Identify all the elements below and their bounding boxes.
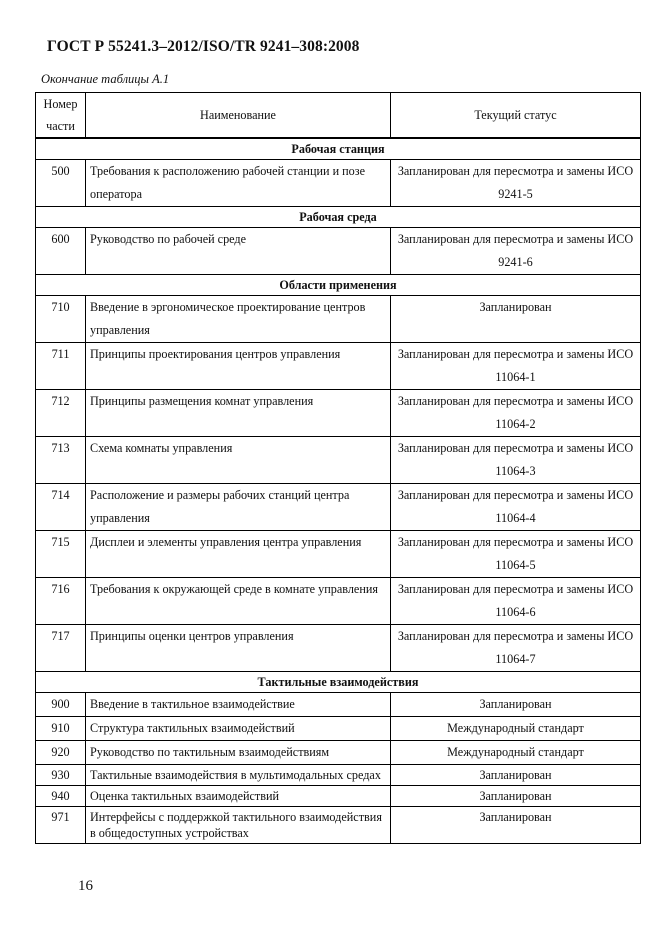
table-row	[36, 531, 641, 578]
status-cell: Запланирован для пересмотра и замены ИСО 11064-5	[391, 531, 641, 578]
part-name-cell: Требования к расположению рабочей станции и позе оператора	[86, 160, 391, 207]
table-header-row	[36, 93, 641, 139]
part-name-cell: Расположение и размеры рабочих станций центра управления	[86, 484, 391, 531]
part-number-cell: 600	[36, 228, 86, 275]
part-number-cell: 717	[36, 625, 86, 672]
part-number-cell: 711	[36, 343, 86, 390]
part-name-cell: Принципы проектирования центров управления	[86, 343, 391, 390]
part-number-cell: 715	[36, 531, 86, 578]
status-cell: Запланирован для пересмотра и замены ИСО 11064-7	[391, 625, 641, 672]
table-row	[36, 717, 641, 741]
status-cell: Запланирован для пересмотра и замены ИСО 11064-1	[391, 343, 641, 390]
section-title: Области применения	[36, 275, 641, 296]
part-name-cell: Принципы размещения комнат управления	[86, 390, 391, 437]
status-cell: Запланирован для пересмотра и замены ИСО 11064-6	[391, 578, 641, 625]
status-cell: Запланирован	[391, 765, 641, 786]
part-number-cell: 500	[36, 160, 86, 207]
status-cell: Запланирован	[391, 807, 641, 844]
table-row	[36, 484, 641, 531]
status-cell: Запланирован для пересмотра и замены ИСО 9241-5	[391, 160, 641, 207]
part-name-cell: Интерфейсы с поддержкой тактильного взаимодействия в общедоступных устройствах	[86, 807, 391, 844]
status-cell: Запланирован	[391, 693, 641, 717]
part-number-cell: 910	[36, 717, 86, 741]
section-title: Рабочая станция	[36, 138, 641, 160]
standards-status-table	[35, 92, 641, 844]
part-number-cell: 971	[36, 807, 86, 844]
table-row	[36, 741, 641, 765]
part-number-cell: 900	[36, 693, 86, 717]
table-row	[36, 765, 641, 786]
table-row	[36, 160, 641, 207]
status-cell: Запланирован для пересмотра и замены ИСО 11064-3	[391, 437, 641, 484]
table-row	[36, 786, 641, 807]
status-cell: Запланирован	[391, 786, 641, 807]
table-row	[36, 296, 641, 343]
table-row	[36, 693, 641, 717]
part-name-cell: Структура тактильных взаимодействий	[86, 717, 391, 741]
part-number-cell: 920	[36, 741, 86, 765]
section-row	[36, 207, 641, 228]
part-name-cell: Требования к окружающей среде в комнате управления	[86, 578, 391, 625]
table-caption: Окончание таблицы А.1	[41, 72, 170, 86]
status-cell: Запланирован для пересмотра и замены ИСО 9241-6	[391, 228, 641, 275]
section-row	[36, 672, 641, 693]
table-row	[36, 578, 641, 625]
document-title: ГОСТ Р 55241.3–2012/ISO/TR 9241–308:2008	[47, 38, 360, 55]
table-row	[36, 437, 641, 484]
part-number-cell: 930	[36, 765, 86, 786]
column-header-name: Наименование	[86, 93, 391, 139]
column-header-number: Номер части	[36, 93, 86, 139]
page-number: 16	[78, 878, 93, 894]
status-cell: Международный стандарт	[391, 717, 641, 741]
table-row	[36, 228, 641, 275]
status-cell: Запланирован для пересмотра и замены ИСО 11064-2	[391, 390, 641, 437]
part-name-cell: Тактильные взаимодействия в мультимодальных средах	[86, 765, 391, 786]
part-number-cell: 714	[36, 484, 86, 531]
status-cell: Международный стандарт	[391, 741, 641, 765]
part-name-cell: Руководство по рабочей среде	[86, 228, 391, 275]
part-name-cell: Введение в эргономическое проектирование центров управления	[86, 296, 391, 343]
status-cell: Запланирован	[391, 296, 641, 343]
part-name-cell: Оценка тактильных взаимодействий	[86, 786, 391, 807]
section-title: Рабочая среда	[36, 207, 641, 228]
part-number-cell: 713	[36, 437, 86, 484]
section-title: Тактильные взаимодействия	[36, 672, 641, 693]
table-row	[36, 343, 641, 390]
table-row	[36, 807, 641, 844]
table-row	[36, 625, 641, 672]
part-number-cell: 940	[36, 786, 86, 807]
column-header-status: Текущий статус	[391, 93, 641, 139]
part-name-cell: Принципы оценки центров управления	[86, 625, 391, 672]
part-name-cell: Руководство по тактильным взаимодействиям	[86, 741, 391, 765]
part-number-cell: 710	[36, 296, 86, 343]
part-name-cell: Схема комнаты управления	[86, 437, 391, 484]
part-name-cell: Введение в тактильное взаимодействие	[86, 693, 391, 717]
part-number-cell: 712	[36, 390, 86, 437]
part-name-cell: Дисплеи и элементы управления центра управления	[86, 531, 391, 578]
table-row	[36, 390, 641, 437]
section-row	[36, 275, 641, 296]
part-number-cell: 716	[36, 578, 86, 625]
status-cell: Запланирован для пересмотра и замены ИСО 11064-4	[391, 484, 641, 531]
section-row	[36, 138, 641, 160]
